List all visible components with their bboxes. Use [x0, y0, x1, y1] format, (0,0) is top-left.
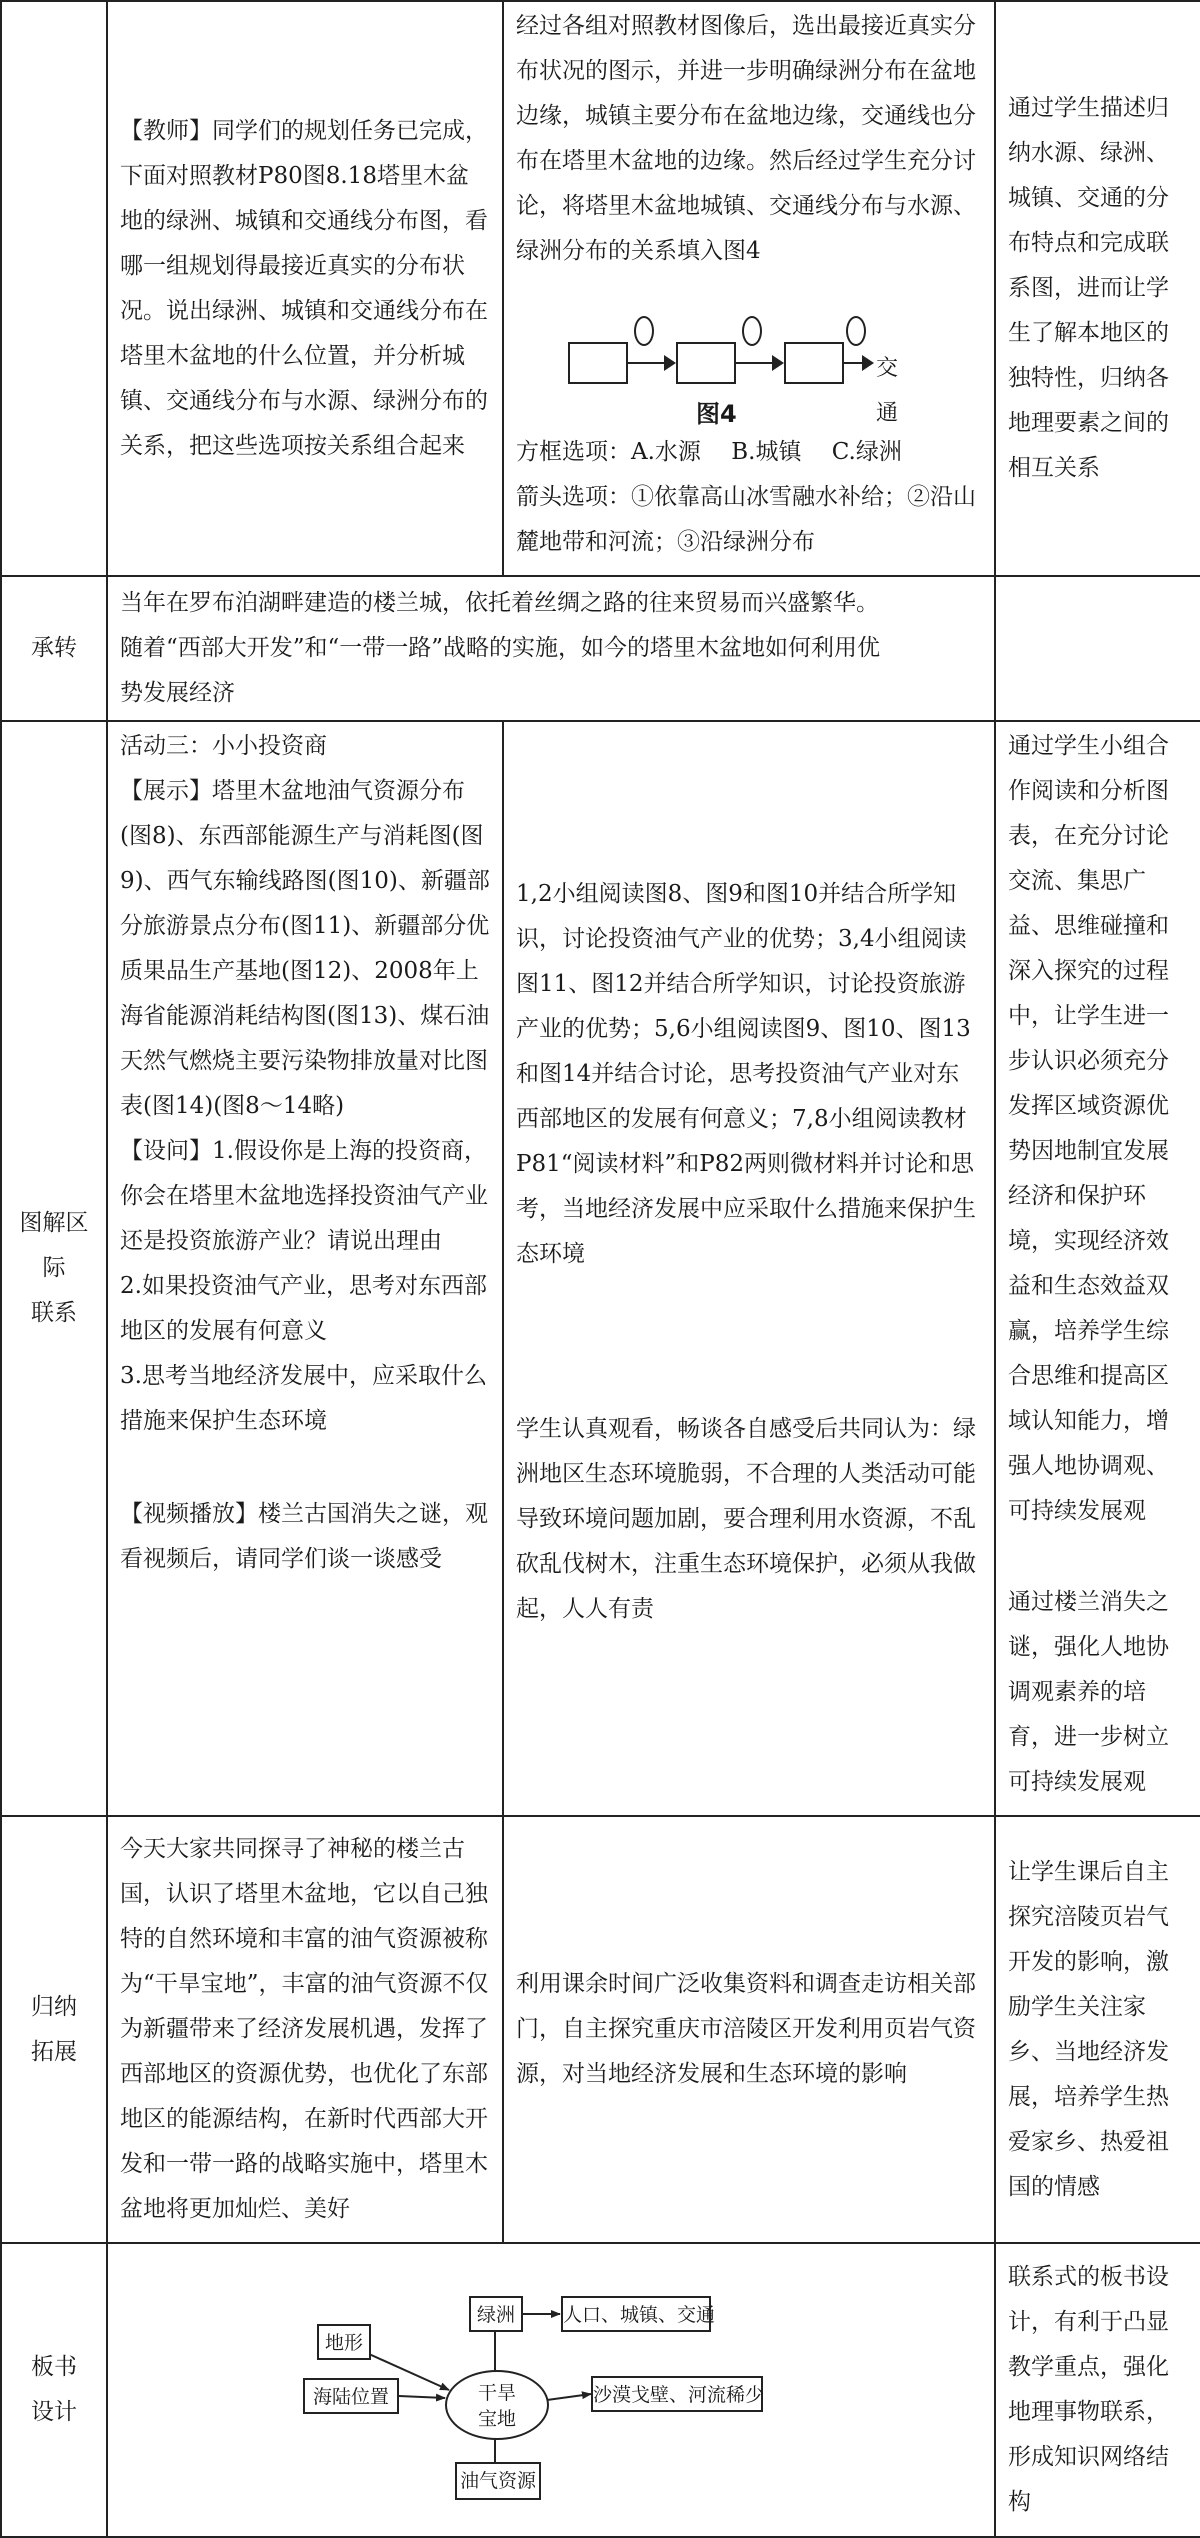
stage-label-line2: 拓展	[31, 2038, 77, 2065]
design-purpose-cell	[995, 1, 1200, 576]
stage-label-line1: 归纳	[31, 1993, 77, 2020]
student-activity-cell	[503, 1, 995, 576]
board-box-oil-gas: 油气资源	[455, 2462, 541, 2500]
transition-purpose-cell	[995, 576, 1200, 721]
board-design-cell	[107, 2243, 995, 2537]
student-activity-cell	[503, 1816, 995, 2243]
diagram-arrow-line-3	[844, 362, 864, 364]
figure-4-relationship-diagram	[516, 280, 899, 430]
stage-label-line1: 图解区际	[19, 1210, 89, 1281]
board-design-diagram	[269, 2282, 833, 2506]
design-purpose-text-1: 通过学生小组合作阅读和分析图表，在充分讨论交流、集思广益、思维碰撞和深入探究的过程中，让学生进一步认识必须充分发挥区域资源优势因地制宜发展经济和保护环境，实现经济效益和生态效益双赢，培养学生综合思维和提高区域认知能力，增强人地协调观、可持续发展观	[1008, 733, 1169, 1524]
diagram-circle-3	[846, 316, 866, 346]
stage-label-line2: 设计	[31, 2399, 77, 2425]
design-purpose-text: 让学生课后自主探究涪陵页岩气开发的影响，激励学生关注家乡、当地经济发展，培养学生热爱家乡、热爱祖国的情感	[1008, 1858, 1169, 2200]
link-sealand-center	[399, 2396, 445, 2398]
table-row-transition	[1, 576, 1200, 721]
teacher-activity-cell	[107, 721, 503, 1816]
student-video-response-text: 学生认真观看，畅谈各自感受后共同认为：绿洲地区生态环境脆弱，不合理的人类活动可能导致环境问题加剧，要合理利用水资源，不乱砍乱伐树木，注重生态环境保护，必须从我做起，人人有责	[516, 1416, 976, 1622]
question-3: 3.思考当地经济发展中，应采取什么措施来保护生态环境	[120, 1363, 487, 1434]
box-options-text: 方框选项：A.水源 B.城镇 C.绿洲	[516, 439, 902, 465]
stage-label: 承转	[31, 635, 77, 661]
video-text: 【视频播放】楼兰古国消失之谜，观看视频后，请同学们谈一谈感受	[120, 1501, 488, 1572]
transition-text-cell	[107, 576, 995, 721]
student-discussion-text: 1,2小组阅读图8、图9和图10并结合所学知识，讨论投资油气产业的优势；3,4小组阅读图11、图12并结合所学知识，讨论投资旅游产业的优势；5,6小组阅读图9、图10、图13和图14并结合讨论，思考投资油气产业对东西部地区的发展有何意义；7,8小组阅读教材P81“阅读材料”和P82两则微材料并讨论和思考，当地经济发展中应采取什么措施来保护生态环境	[516, 881, 976, 1267]
board-box-oasis: 绿洲	[469, 2296, 523, 2332]
table-row-board-design	[1, 2243, 1200, 2537]
design-purpose-cell	[995, 1816, 1200, 2243]
table-row-task-review	[1, 1, 1200, 576]
board-box-desert: 沙漠戈壁、河流稀少	[591, 2376, 763, 2412]
stage-cell-summary	[1, 1816, 107, 2243]
center-line1: 干旱	[477, 2382, 516, 2404]
diagram-circle-2	[742, 316, 762, 346]
diagram-arrow-line-2	[736, 362, 772, 364]
diagram-circle-1	[634, 316, 654, 346]
teacher-activity-cell	[107, 1816, 503, 2243]
question-1: 【设问】1.假设你是上海的投资商，你会在塔里木盆地选择投资油气产业还是投资旅游产业？请说出理由	[120, 1138, 488, 1254]
extension-task-text: 利用课余时间广泛收集资料和调查走访相关部门，自主探究重庆市涪陵区开发利用页岩气资源，对当地经济发展和生态环境的影响	[516, 1971, 976, 2087]
table-row-regional-links	[1, 721, 1200, 1816]
student-activity-cell	[503, 721, 995, 1816]
stage-cell-empty	[1, 1, 107, 576]
table-row-summary	[1, 1816, 1200, 2243]
show-text: 【展示】塔里木盆地油气资源分布(图8)、东西部能源生产与消耗图(图9)、西气东输线路图(图10)、新疆部分旅游景点分布(图11)、新疆部分优质果品生产基地(图12)、2008年上海省能源消耗结构图(图13)、煤石油天然气燃烧主要污染物排放量对比图表(图14)(图8～14略)	[120, 778, 490, 1119]
diagram-arrow-head-1	[664, 355, 676, 371]
design-purpose-text: 通过学生描述归纳水源、绿洲、城镇、交通的分布特点和完成联系图，进而让学生了解本地区的独特性，归纳各地理要素之间的相互关系	[1008, 95, 1169, 481]
diagram-arrow-line-1	[628, 362, 664, 364]
student-activity-text: 经过各组对照教材图像后，选出最接近真实分布状况的图示，并进一步明确绿洲分布在盆地边缘，城镇主要分布在盆地边缘，交通线也分布在塔里木盆地的边缘。然后经过学生充分讨论，将塔里木盆地城镇、交通线分布与水源、绿洲分布的关系填入图4	[516, 13, 976, 264]
center-line2: 宝地	[477, 2408, 516, 2430]
teacher-activity-cell	[107, 1, 503, 576]
link-center-desert	[547, 2394, 591, 2400]
stage-label-line2: 联系	[31, 1300, 77, 1326]
arrow-options-text: 箭头选项：①依靠高山冰雪融水补给；②沿山麓地带和河流；③沿绿洲分布	[516, 484, 976, 555]
diagram-arrow-head-3	[862, 355, 874, 371]
transition-text: 当年在罗布泊湖畔建造的楼兰城，依托着丝绸之路的往来贸易而兴盛繁华。随着“西部大开发”和“一带一路”战略的实施，如今的塔里木盆地如何利用优势发展经济	[120, 590, 881, 706]
teacher-activity-text: 【教师】同学们的规划任务已完成，下面对照教材P80图8.18塔里木盆地的绿洲、城镇和交通线分布图，看哪一组规划得最接近真实的分布状况。说出绿洲、城镇和交通线分布在塔里木盆地的什么位置，并分析城镇、交通线分布与水源、绿洲分布的关系，把这些选项按关系组合起来	[120, 117, 488, 459]
board-box-people: 人口、城镇、交通	[561, 2296, 711, 2332]
design-purpose-cell	[995, 2243, 1200, 2537]
diagram-end-label: 交通	[876, 356, 899, 426]
diagram-arrow-head-2	[772, 355, 784, 371]
stage-cell-regional-links	[1, 721, 107, 1816]
board-box-sea-land: 海陆位置	[303, 2378, 399, 2414]
diagram-box-2	[676, 342, 736, 384]
diagram-caption: 图4	[696, 400, 737, 428]
diagram-box-3	[784, 342, 844, 384]
summary-text: 今天大家共同探寻了神秘的楼兰古国，认识了塔里木盆地，它以自己独特的自然环境和丰富的油气资源被称为“干旱宝地”，丰富的油气资源不仅为新疆带来了经济发展机遇，发挥了西部地区的资源优势，也优化了东部地区的能源结构，在新时代西部大开发和一带一路的战略实施中，塔里木盆地将更加灿烂、美好	[120, 1836, 489, 2222]
board-ellipse-center	[445, 2370, 549, 2440]
board-box-terrain: 地形	[317, 2324, 371, 2360]
activity-title: 活动三：小小投资商	[120, 733, 327, 759]
design-purpose-text: 联系式的板书设计，有利于凸显教学重点，强化地理事物联系，形成知识网络结构	[1008, 2264, 1169, 2515]
question-2: 2.如果投资油气产业，思考对东西部地区的发展有何意义	[120, 1273, 487, 1344]
stage-cell-board-design	[1, 2243, 107, 2537]
design-purpose-cell	[995, 721, 1200, 1816]
stage-cell-transition	[1, 576, 107, 721]
diagram-box-1	[568, 342, 628, 384]
stage-label-line1: 板书	[31, 2354, 77, 2380]
design-purpose-text-2: 通过楼兰消失之谜，强化人地协调观素养的培育，进一步树立可持续发展观	[1008, 1589, 1169, 1795]
